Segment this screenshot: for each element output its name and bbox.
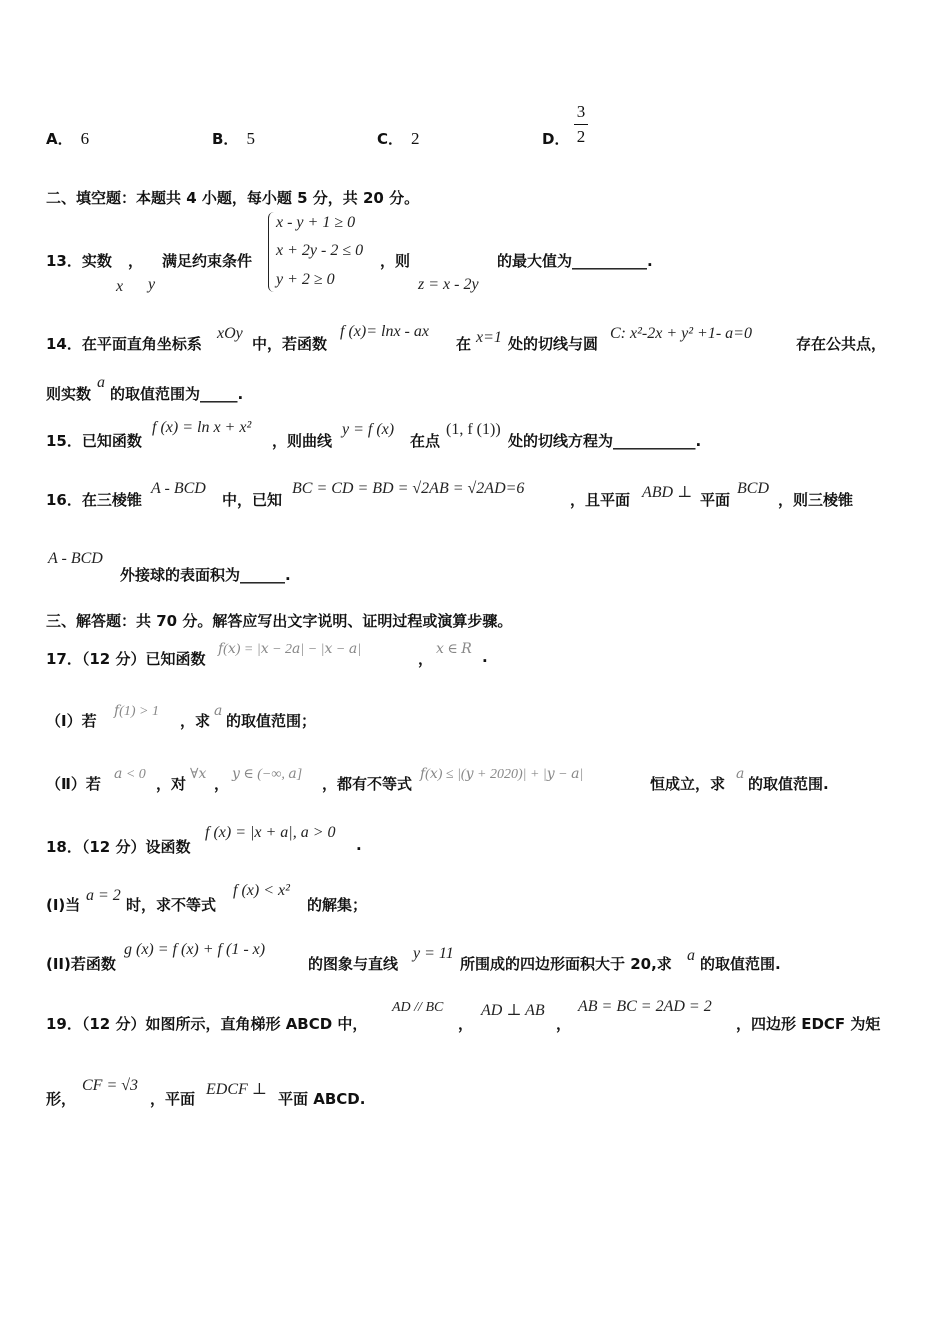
q16-bcd: BCD (737, 480, 769, 497)
q13-constraint-2: x + 2y - 2 ≤ 0 (276, 242, 364, 259)
q18-function: f (x) = |x + a|, a > 0 (205, 824, 336, 841)
choice-d-label: D． (542, 130, 570, 148)
q14-x1: x=1 (476, 329, 502, 346)
q18-part2-c: 所围成的四边形面积大于 20,求 (460, 955, 672, 973)
q17-part2-cond: 𝑎 < 0 (114, 767, 146, 782)
fraction-numerator: 3 (576, 102, 586, 121)
q18-part2-a: (II)若函数 (46, 955, 116, 973)
q17-function: 𝑓(𝑥) = |𝑥 − 2𝑎| − |𝑥 − 𝑎| (218, 642, 362, 657)
choice-d (542, 128, 569, 149)
q13-objective: z = x - 2y (418, 276, 479, 293)
q15-text-d: 处的切线方程为___________. (508, 432, 702, 450)
q17-part2-sep: ， (214, 775, 230, 793)
q16-text-b: 中，已知 (222, 491, 283, 509)
q17-part2-e: 恒成立，求 (650, 775, 726, 793)
q17-part2-forall: ∀𝑥 (190, 767, 207, 782)
q14-text-b: 中，若函数 (252, 335, 328, 353)
choice-d-fraction (572, 102, 590, 147)
q17-part2-f: 的取值范围. (748, 775, 829, 793)
choice-b (212, 128, 255, 149)
q17-sep: ， (418, 650, 434, 668)
q16-line2-text: 外接球的表面积为______. (120, 566, 291, 584)
q16-tetra: A - BCD (151, 480, 206, 497)
q17-part2-a: （Ⅱ）若 (46, 775, 101, 793)
q17-part2-b: ，对 (156, 775, 187, 793)
q17-part2-y: 𝑦 ∈ (−∞, 𝑎] (232, 767, 303, 782)
q13-constraint-3: y + 2 ≥ 0 (276, 271, 335, 288)
choice-a-value: 6 (80, 129, 90, 148)
q19-label: 19．（12 分）如图所示，直角梯形 ABCD 中， (46, 1015, 368, 1033)
q14-function: f (x)= lnx - ax (340, 323, 429, 340)
q14-label: 14．在平面直角坐标系 (46, 335, 202, 353)
q16-equation: BC = CD = BD = √2AB = √2AD=6 (292, 480, 525, 497)
choice-b-value: 5 (246, 129, 255, 148)
q13-var-x: x (116, 278, 124, 295)
q18-part1-a-value: a = 2 (86, 887, 121, 904)
q13-var-y: y (148, 276, 156, 293)
choice-a (46, 128, 89, 149)
q19-line2-b: ，平面 (150, 1090, 196, 1108)
q18-part2-d: 的取值范围. (700, 955, 781, 973)
q14-text-d: 处的切线与圆 (508, 335, 599, 353)
q17-part2-ineq: 𝑓(𝑥) ≤ |(𝑦 + 2020)| + |𝑦 − 𝑎| (420, 767, 584, 782)
choice-c-label: C． (377, 130, 404, 148)
q18-part2-b: 的图象与直线 (308, 955, 399, 973)
q13-label: 13．实数 (46, 252, 112, 270)
q18-part2-g: g (x) = f (x) + f (1 - x) (124, 941, 266, 958)
q13-then: ，则 (380, 252, 411, 270)
fraction-denominator: 2 (576, 127, 586, 146)
q15-text-c: 在点 (410, 432, 441, 450)
q19-sep-2: ， (556, 1015, 572, 1033)
q17-part1-a: （Ⅰ）若 (46, 712, 97, 730)
q17-label: 17．（12 分）已知函数 (46, 650, 206, 668)
choice-b-label: B． (212, 130, 239, 148)
q18-part1-c: 的解集； (307, 896, 368, 914)
q18-label: 18．（12 分）设函数 (46, 838, 191, 856)
q14-text-c: 在 (456, 335, 472, 353)
section-3-heading: 三、解答题：共 70 分。解答应写出文字说明、证明过程或演算步骤。 (46, 612, 513, 630)
section-2-heading: 二、填空题：本题共 4 小题，每小题 5 分，共 20 分。 (46, 189, 420, 207)
q14-line2-a: 则实数 (46, 385, 92, 403)
q19-perp: AD ⊥ AB (481, 1002, 545, 1019)
q19-lengths: AB = BC = 2AD = 2 (578, 998, 712, 1015)
q18-part2-line: y = 11 (413, 945, 454, 962)
q15-label: 15．已知函数 (46, 432, 142, 450)
q18-part1-ineq: f (x) < x² (233, 882, 290, 899)
q19-parallel: AD // BC (392, 1000, 444, 1015)
q18-part1-a: (I)当 (46, 896, 81, 914)
q16-label: 16．在三棱锥 (46, 491, 142, 509)
choice-c (377, 128, 420, 149)
q19-line2-a: 形， (46, 1090, 77, 1108)
q13-constraint-1: x - y + 1 ≥ 0 (276, 214, 356, 231)
q17-domain: 𝑥 ∈ 𝑅 (436, 642, 472, 657)
q17-part1-cond: 𝑓(1) > 1 (114, 704, 159, 719)
q18-part2-var: a (687, 947, 695, 964)
q19-cf: CF = √3 (82, 1077, 139, 1094)
q16-abd: ABD ⊥ (642, 484, 693, 501)
q15-curve: y = f (x) (342, 421, 395, 438)
q15-function: f (x) = ln x + x² (152, 419, 252, 436)
q14-circle: C: x²-2x + y² +1- a=0 (610, 325, 752, 342)
q19-edcf: EDCF ⊥ (206, 1081, 267, 1098)
q14-var-a: a (97, 374, 105, 391)
q17-part1-b: ，求 (180, 712, 211, 730)
q16-text-c: ，且平面 (570, 491, 631, 509)
q13-constraint-text: 满足约束条件 (162, 252, 253, 270)
q16-line2-math: A - BCD (48, 550, 103, 567)
q17-part1-var: 𝑎 (214, 704, 223, 719)
fraction-bar (574, 124, 588, 125)
q17-part1-c: 的取值范围； (226, 712, 317, 730)
q15-text-b: ，则曲线 (272, 432, 333, 450)
q13-comma: ， (128, 252, 144, 270)
q13-brace (268, 212, 275, 292)
q17-part2-var: 𝑎 (736, 767, 745, 782)
q15-point: (1, f (1)) (446, 421, 501, 438)
q14-xoy: xOy (217, 325, 243, 342)
q19-sep-1: ， (458, 1015, 474, 1033)
q18-period: . (356, 836, 362, 854)
q19-text-b: ，四边形 EDCF 为矩 (736, 1015, 881, 1033)
q16-text-d: 平面 (700, 491, 731, 509)
q19-line2-c: 平面 ABCD. (278, 1090, 366, 1108)
q14-text-e: 存在公共点， (796, 335, 887, 353)
q17-period: . (482, 648, 488, 666)
q16-text-e: ，则三棱锥 (778, 491, 854, 509)
q14-line2-b: 的取值范围为_____. (110, 385, 244, 403)
choice-c-value: 2 (411, 129, 420, 148)
q17-part2-d: ，都有不等式 (322, 775, 413, 793)
choice-a-label: A． (46, 130, 73, 148)
q18-part1-b: 时，求不等式 (126, 896, 217, 914)
q13-question: 的最大值为__________. (497, 252, 653, 270)
